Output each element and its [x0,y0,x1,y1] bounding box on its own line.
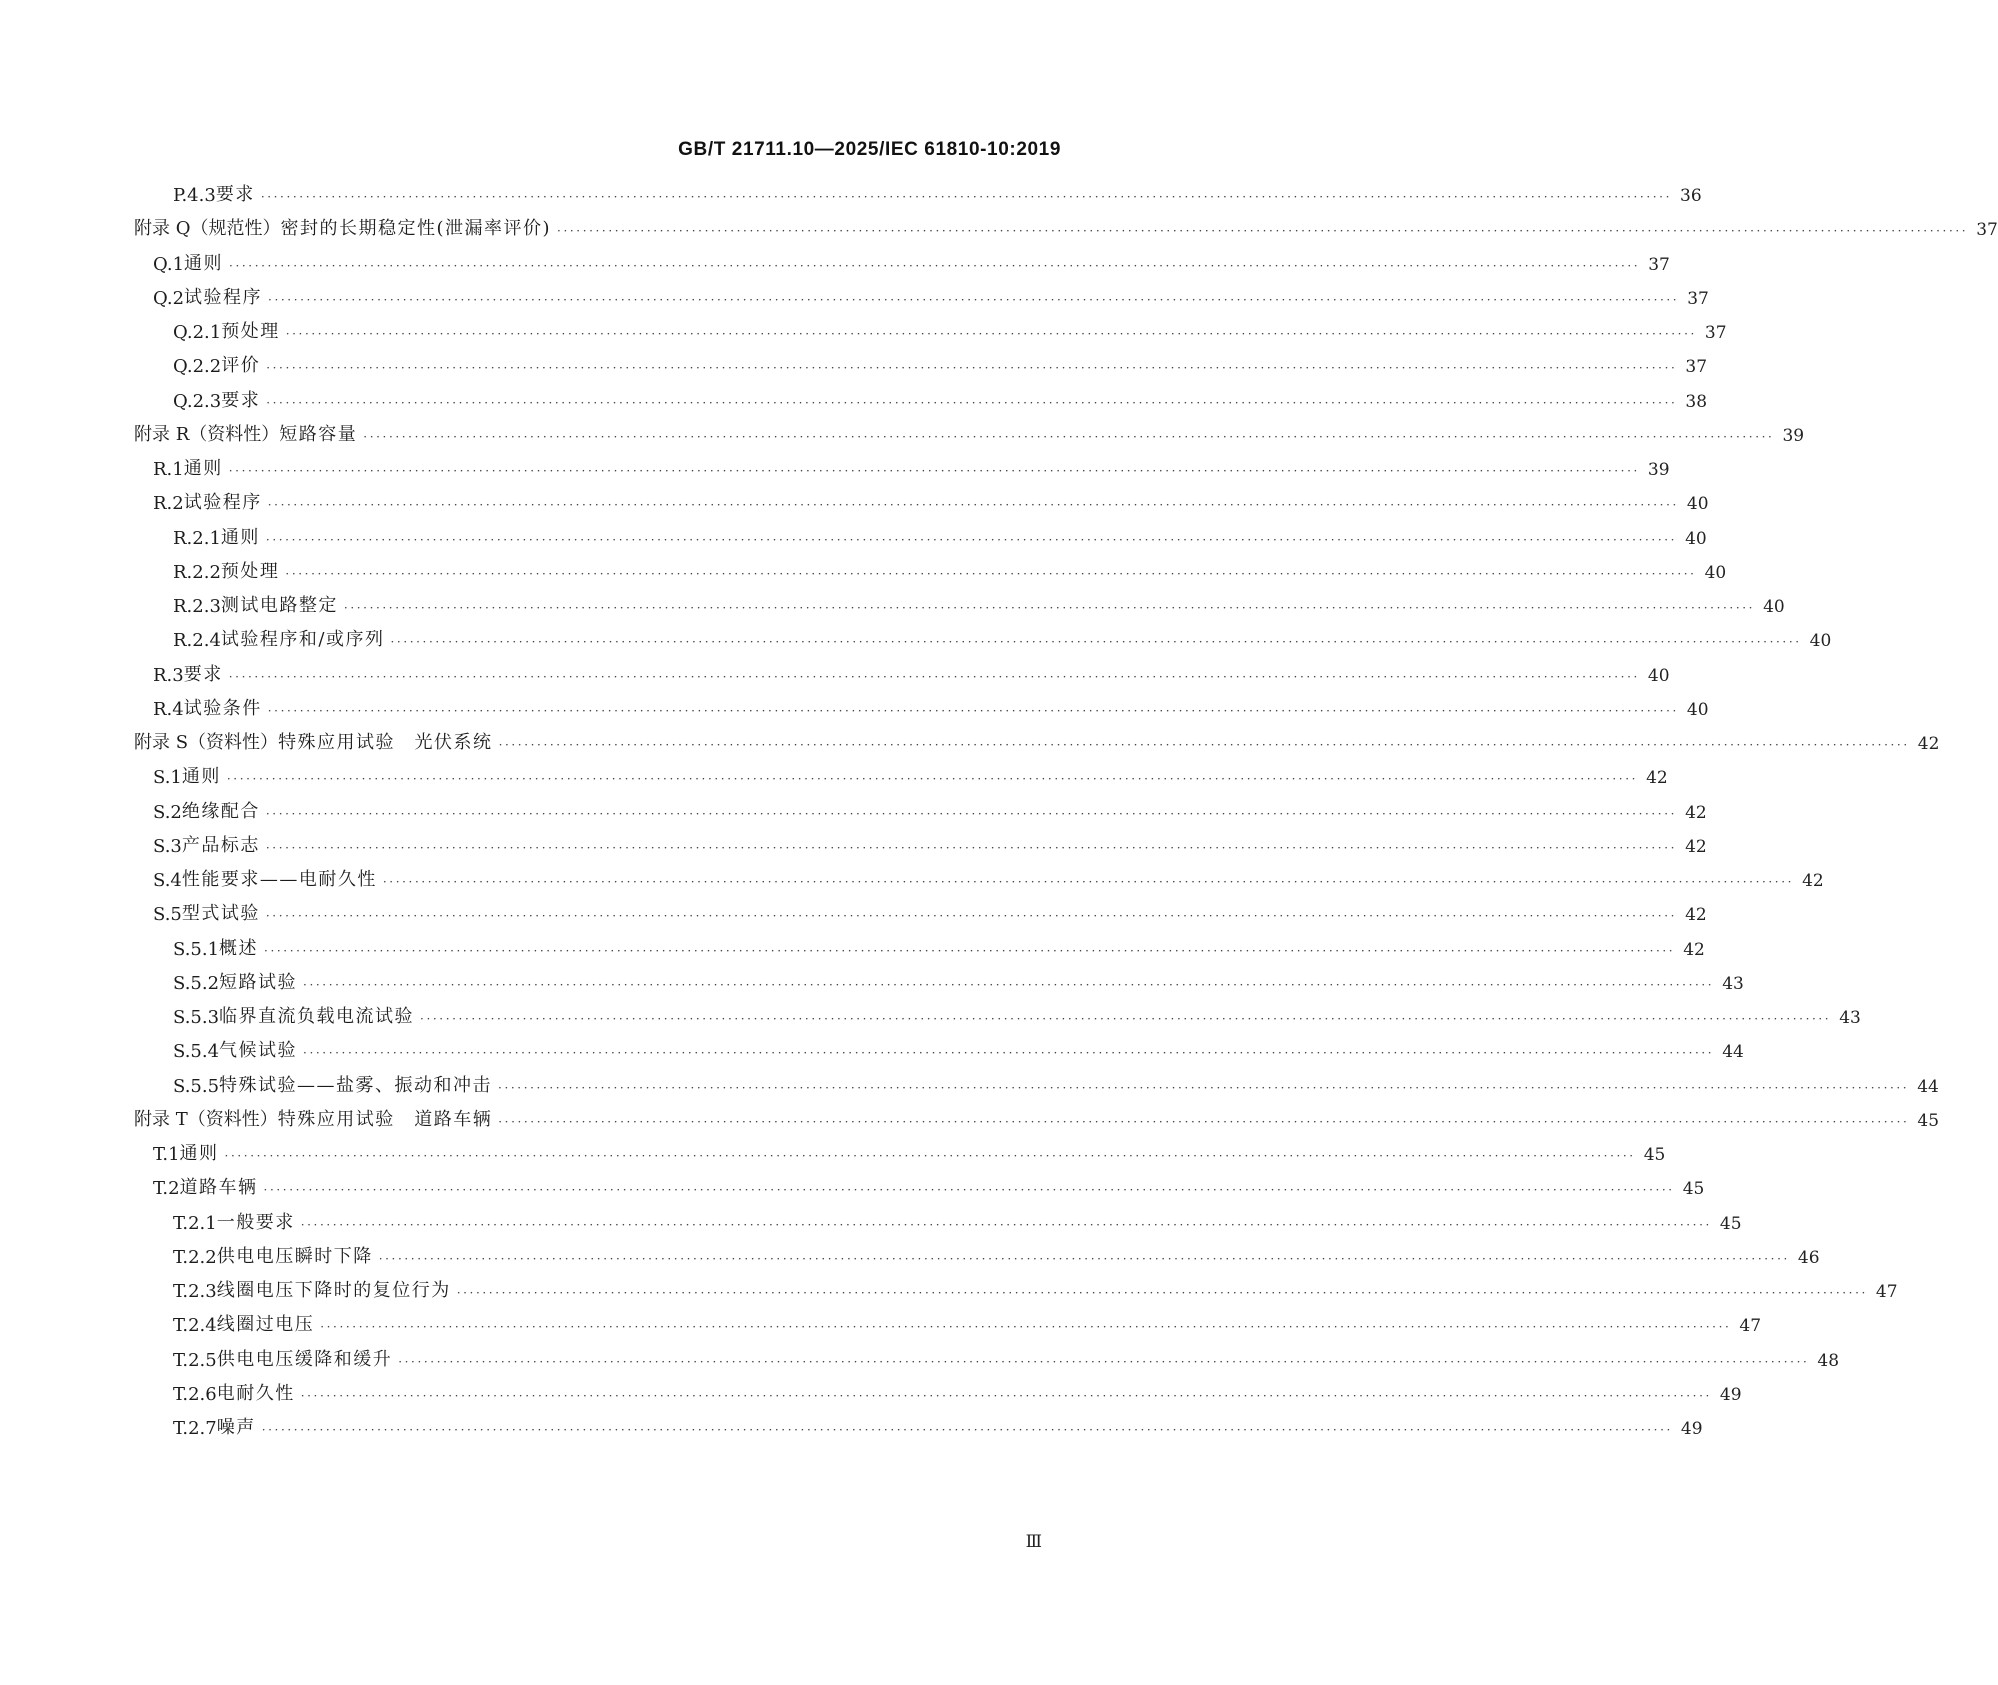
toc-entry-number: T.2.2 [173,1246,217,1268]
toc-entry-title: 道路车辆 [179,1177,258,1199]
toc-entry-title: 预处理 [221,321,280,342]
toc-entry-number: T.2.4 [173,1315,217,1337]
toc-leader-dots: ···························································································································································································································· [268,292,1680,307]
toc-entry-title: 绝缘配合 [181,800,260,822]
toc-entry-number: Q.2.3 [173,390,222,412]
toc-leader-dots: ···························································································································································································································· [498,738,1910,752]
toc-entry-title: 要求 [221,389,261,411]
toc-entry-number: S.5.5 [173,1075,220,1097]
toc-entry-title: 短路试验 [219,971,298,993]
toc-leader-dots: ···························································································································································································································· [266,361,1678,376]
toc-entry[interactable] [153,484,1709,515]
toc-entry-title: 线圈过电压 [216,1314,315,1336]
toc-entry-page: 37 [1685,357,1708,378]
toc-entry[interactable] [153,279,1709,309]
toc-entry-page: 37 [1976,220,1998,241]
toc-leader-dots: ···························································································································································································································· [285,327,1697,341]
toc-entry-page: 37 [1648,254,1670,275]
toc-entry[interactable] [173,519,1707,549]
toc-leader-dots: ···························································································································································································································· [267,498,1679,513]
toc-entry[interactable] [134,724,1940,754]
toc-entry[interactable] [173,1375,1742,1405]
toc-entry-number: T.2.3 [173,1281,217,1302]
toc-entry[interactable] [153,827,1707,857]
toc-entry[interactable] [153,245,1670,275]
toc-entry-title: 通则 [181,766,221,788]
toc-entry-number: S.3 [153,835,182,857]
toc-entry-number: 附录 R（资料性） [134,423,280,445]
toc-entry[interactable] [173,998,1861,1028]
toc-entry-title: 要求 [183,663,223,685]
toc-entry-number: R.1 [153,459,184,480]
toc-entry[interactable] [173,1204,1742,1234]
toc-entry-number: S.1 [153,767,182,789]
toc-leader-dots: ···························································································································································································································· [320,1320,1732,1335]
toc-entry-page: 42 [1646,768,1668,789]
toc-entry-number: 附录 T（资料性） [134,1108,278,1130]
toc-entry-number: T.1 [153,1144,180,1165]
toc-entry-number: R.2.3 [173,596,221,617]
toc-entry-page: 45 [1719,1213,1742,1234]
toc-entry-title: 气候试验 [219,1040,298,1062]
toc-entry-title: 临界直流负载电流试验 [219,1006,415,1027]
toc-leader-dots: ···························································································································································································································· [228,669,1640,684]
toc-entry[interactable] [173,964,1744,994]
toc-entry[interactable] [153,758,1668,789]
toc-entry-title: 供电电压缓降和缓升 [216,1348,393,1370]
toc-entry-number: R.2 [153,493,184,515]
toc-entry[interactable] [173,176,1702,206]
toc-entry[interactable] [173,553,1727,583]
toc-leader-dots: ···························································································································································································································· [229,258,1641,273]
toc-leader-dots: ···························································································································································································································· [266,395,1678,410]
toc-leader-dots: ···························································································································································································································· [285,566,1697,581]
toc-entry-title: 测试电路整定 [220,595,338,616]
toc-entry-page: 40 [1647,665,1670,686]
toc-entry[interactable] [134,210,1998,241]
toc-entry[interactable] [173,621,1832,652]
toc-entry-title: 产品标志 [181,834,260,856]
toc-leader-dots: ···························································································································································································································· [228,464,1640,478]
toc-entry-title: 概述 [219,937,259,959]
page-number-roman: Ⅲ [1025,1532,1041,1552]
toc-leader-dots: ···························································································································································································································· [267,703,1679,718]
toc-entry-title: 型式试验 [181,903,260,925]
toc-leader-dots: ···························································································································································································································· [303,977,1715,992]
toc-leader-dots: ···························································································································································································································· [498,1114,1910,1129]
toc-entry-number: T.2.6 [173,1383,217,1405]
toc-leader-dots: ···························································································································································································································· [398,1354,1810,1369]
toc-entry-number: 附录 Q（规范性） [134,218,281,240]
toc-entry[interactable] [173,382,1708,412]
toc-entry-number: S.5.2 [173,972,220,994]
toc-entry[interactable] [134,1101,1940,1131]
toc-entry-page: 48 [1817,1350,1840,1371]
toc-entry-page: 40 [1685,528,1707,549]
toc-leader-dots: ···························································································································································································································· [224,1149,1636,1163]
toc-leader-dots: ···························································································································································································································· [300,1217,1712,1232]
toc-leader-dots: ···························································································································································································································· [265,840,1678,855]
toc-leader-dots: ···························································································································································································································· [390,635,1802,650]
toc-entry-page: 39 [1647,460,1670,480]
toc-entry-number: R.3 [153,664,184,686]
toc-leader-dots: ···························································································································································································································· [456,1286,1868,1300]
toc-entry[interactable] [173,347,1708,378]
toc-entry-page: 45 [1917,1110,1940,1131]
toc-entry-page: 42 [1685,905,1707,926]
toc-entry[interactable] [173,1341,1840,1371]
toc-entry-title: 评价 [221,355,261,377]
toc-entry-number: Q.2.2 [173,356,222,378]
toc-entry-page: 46 [1797,1247,1820,1268]
toc-leader-dots: ···························································································································································································································· [382,875,1795,889]
toc-entry-title: 供电电压瞬时下降 [216,1245,373,1267]
toc-leader-dots: ···························································································································································································································· [363,429,1775,444]
toc-entry-number: S.2 [153,801,182,823]
toc-entry-number: 附录 S（资料性） [134,732,279,753]
toc-entry-title: 试验程序 [183,492,262,514]
toc-leader-dots: ···························································································································································································································· [498,1080,1910,1095]
toc-entry-page: 37 [1704,323,1727,343]
toc-entry-title: 性能要求——电耐久性 [181,869,377,890]
toc-entry-title: 通则 [220,526,260,548]
toc-entry[interactable] [153,1169,1705,1200]
toc-entry-number: T.2.7 [173,1418,217,1439]
toc-entry-number: Q.2.1 [173,322,222,343]
toc-entry-title: 试验条件 [183,697,262,719]
standard-identifier: GB/T 21711.10—2025/IEC 61810-10:2019 [678,139,1061,160]
toc-entry-page: 42 [1683,939,1705,960]
toc-entry-page: 42 [1802,871,1824,891]
toc-entry-title: 通则 [179,1143,219,1164]
toc-entry-title: 通则 [183,458,223,479]
toc-entry-number: S.5.4 [173,1041,220,1063]
toc-entry[interactable] [173,587,1785,617]
toc-entry-page: 45 [1643,1145,1666,1165]
toc-leader-dots: ···························································································································································································································· [265,909,1678,924]
toc-leader-dots: ···························································································································································································································· [261,1423,1673,1437]
toc-entry-number: R.2.1 [173,527,221,549]
toc-entry-number: S.4 [153,870,182,891]
toc-entry-page: 39 [1782,425,1805,446]
toc-entry-number: S.5.3 [173,1007,220,1028]
toc-entry-page: 43 [1722,973,1744,994]
toc-entry-title: 电耐久性 [216,1382,295,1404]
toc-entry-page: 42 [1917,734,1940,754]
toc-entry-number: R.2.2 [173,561,221,583]
toc-entry[interactable] [173,313,1727,343]
toc-entry-title: 特殊应用试验 光伏系统 [278,732,493,753]
toc-entry-number: T.2.1 [173,1212,217,1234]
toc-entry-title: 特殊试验——盐雾、振动和冲击 [219,1074,493,1096]
toc-entry-title: 预处理 [220,560,280,582]
toc-entry[interactable] [153,450,1670,480]
toc-entry-number: Q.2 [153,287,185,309]
toc-entry-title: 通则 [184,252,224,274]
toc-entry-page: 47 [1875,1282,1898,1302]
toc-entry[interactable] [134,416,1805,446]
toc-entry-number: R.4 [153,698,184,720]
toc-entry-page: 38 [1685,391,1708,412]
toc-entry-number: S.5.1 [173,938,220,960]
toc-entry-page: 49 [1719,1384,1742,1405]
toc-leader-dots: ···························································································································································································································· [264,943,1676,958]
toc-entry[interactable] [153,656,1670,686]
toc-entry-number: P.4.3 [173,185,216,206]
toc-entry-page: 40 [1809,631,1832,652]
toc-entry-number: T.2.5 [173,1349,217,1371]
toc-entry-title: 要求 [215,184,255,205]
toc-entry-page: 36 [1680,186,1702,206]
toc-leader-dots: ···························································································································································································································· [263,1183,1675,1198]
toc-entry-page: 49 [1680,1419,1703,1439]
toc-entry[interactable] [153,1135,1666,1165]
toc-leader-dots: ···························································································································································································································· [420,1012,1832,1026]
toc-leader-dots: ···························································································································································································································· [265,806,1678,821]
toc-entry[interactable] [173,1306,1762,1337]
toc-entry-page: 40 [1686,699,1709,720]
toc-leader-dots: ···························································································································································································································· [226,772,1639,787]
toc-entry[interactable] [173,1409,1703,1439]
toc-entry-page: 42 [1685,802,1707,823]
toc-entry-title: 密封的长期稳定性(泄漏率评价) [280,218,552,240]
toc-leader-dots: ···························································································································································································································· [303,1046,1715,1061]
toc-entry[interactable] [173,1067,1939,1097]
toc-leader-dots: ···························································································································································································································· [300,1388,1712,1403]
toc-entry-page: 42 [1685,836,1707,857]
toc-leader-dots: ···························································································································································································································· [260,190,1672,204]
toc-leader-dots: ···························································································································································································································· [557,224,1969,239]
toc-entry[interactable] [173,930,1705,960]
toc-entry[interactable] [153,793,1707,823]
toc-entry-number: T.2 [153,1178,180,1200]
toc-entry[interactable] [173,1238,1820,1268]
toc-entry-title: 特殊应用试验 道路车辆 [277,1108,493,1130]
toc-entry[interactable] [153,895,1707,926]
toc-leader-dots: ···························································································································································································································· [378,1251,1790,1266]
toc-entry-page: 40 [1704,562,1727,583]
toc-entry-page: 40 [1763,597,1785,617]
toc-entry-number: R.2.4 [173,630,221,652]
toc-entry-page: 43 [1839,1008,1861,1028]
toc-entry-title: 试验程序和/或序列 [220,629,385,651]
toc-entry-page: 44 [1722,1042,1744,1063]
toc-entry-number: S.5 [153,904,182,926]
toc-entry-page: 47 [1739,1316,1762,1337]
toc-leader-dots: ···························································································································································································································· [265,532,1678,547]
toc-entry-title: 噪声 [216,1417,256,1438]
toc-entry[interactable] [153,861,1824,891]
toc-entry-page: 44 [1917,1076,1939,1097]
toc-entry-title: 试验程序 [184,286,263,308]
toc-entry-number: Q.1 [153,253,185,275]
toc-entry-title: 线圈电压下降时的复位行为 [216,1280,451,1301]
toc-entry[interactable] [153,690,1709,720]
toc-entry-page: 37 [1687,288,1709,309]
toc-entry-title: 短路容量 [279,423,358,445]
toc-entry[interactable] [173,1032,1744,1063]
toc-entry[interactable] [173,1272,1898,1302]
toc-leader-dots: ···························································································································································································································· [343,601,1756,615]
toc-entry-title: 一般要求 [216,1211,295,1233]
toc-entry-page: 45 [1682,1179,1705,1200]
toc-entry-page: 40 [1686,494,1709,515]
